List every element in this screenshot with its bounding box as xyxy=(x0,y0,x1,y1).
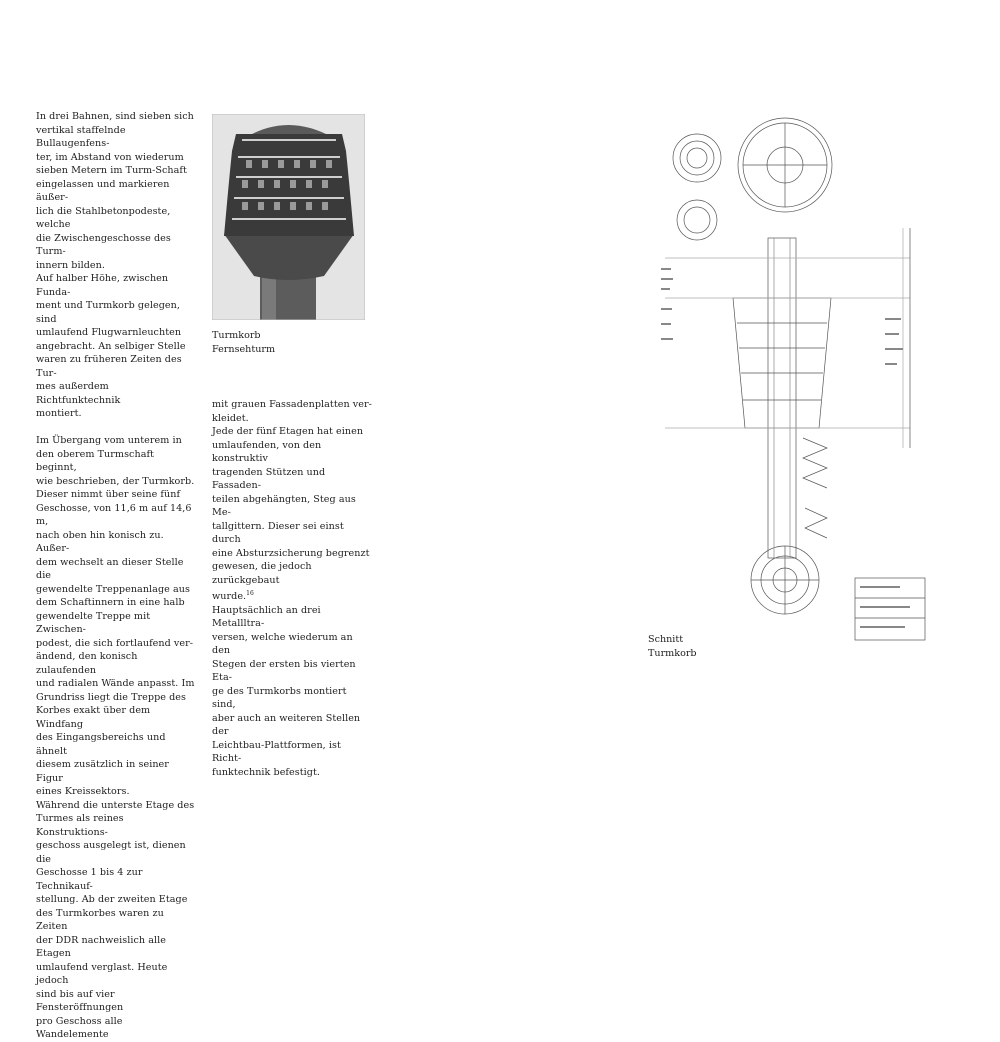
column-2-paragraph-2: Hauptsächlich an drei Metallltra- versen, welche wiederum an den Stegen der ersten bis vierten Eta- ge des Turmkorbs montiert sind, aber auch an weiteren Stellen der Leichtbau-Plattformen, ist Richt- funktechnik befestigt. xyxy=(212,604,361,778)
photo-caption: Turmkorb Fernsehturm xyxy=(212,330,276,355)
body-text-column-2 xyxy=(212,398,372,779)
drawing-caption: Schnitt Turmkorb xyxy=(648,634,697,659)
technical-section-drawing xyxy=(655,108,940,653)
footnote-mark: 16 xyxy=(246,590,254,597)
tower-basket-photo xyxy=(212,114,365,320)
column-2-paragraph: mit grauen Fassadenplatten ver- kleidet. Jede der fünf Etagen hat einen umlaufenden, von den konstruktiv tragenden Stützen und Fassaden- teilen abgehängten, Steg aus Me- tallgittern. Dieser sei einst durch eine Absturzsicherung begrenzt gewesen, die jedoch zurückgebaut wurde. xyxy=(212,399,372,603)
body-text-column-1: In drei Bahnen, sind sieben sich vertikal staffelnde Bullaugenfens- ter, im Abstand von wiederum sieben Metern im Turm-Schaft eingelassen und markieren äußer- lich die Stahlbetonpodeste, welche die Zwischengeschosse des Turm- innern bilden. Auf halber Höhe, zwischen Funda- ment und Turmkorb gelegen, sind umlaufend Flugwarnleuchten angebracht. An selbiger Stelle waren zu früheren Zeiten des Tur- mes außerdem Richtfunktechnik montiert. Im Übergang vom unterem in den oberem Turmschaft beginnt, wie beschrieben, der Turmkorb. Dieser nimmt über seine fünf Geschosse, von 11,6 m auf 14,6 m, nach oben hin konisch zu. Außer- dem wechselt an dieser Stelle die gewendelte Treppenanlage aus dem Schaftinnern in eine halb gewendelte Treppe mit Zwischen- podest, die sich fortlaufend ver- ändend, den konisch zulaufenden und radialen Wände anpasst. Im Grundriss liegt die Treppe des Korbes exakt über dem Windfang des Eingangsbereichs und ähnelt diesem zusätzlich in seiner Figur eines Kreissektors. Während die unterste Etage des Turmes als reines Konstruktions- geschoss ausgelegt ist, dienen die Geschosse 1 bis 4 zur Technikauf- stellung. Ab der zweiten Etage des Turmkorbes waren zu Zeiten der DDR nachweislich alle Etagen umlaufend verglast. Heute jedoch sind bis auf vier Fensteröffnungen pro Geschoss alle Wandelemente xyxy=(36,111,195,1040)
section-drawing xyxy=(655,108,940,653)
tv-tower-image xyxy=(212,114,365,320)
